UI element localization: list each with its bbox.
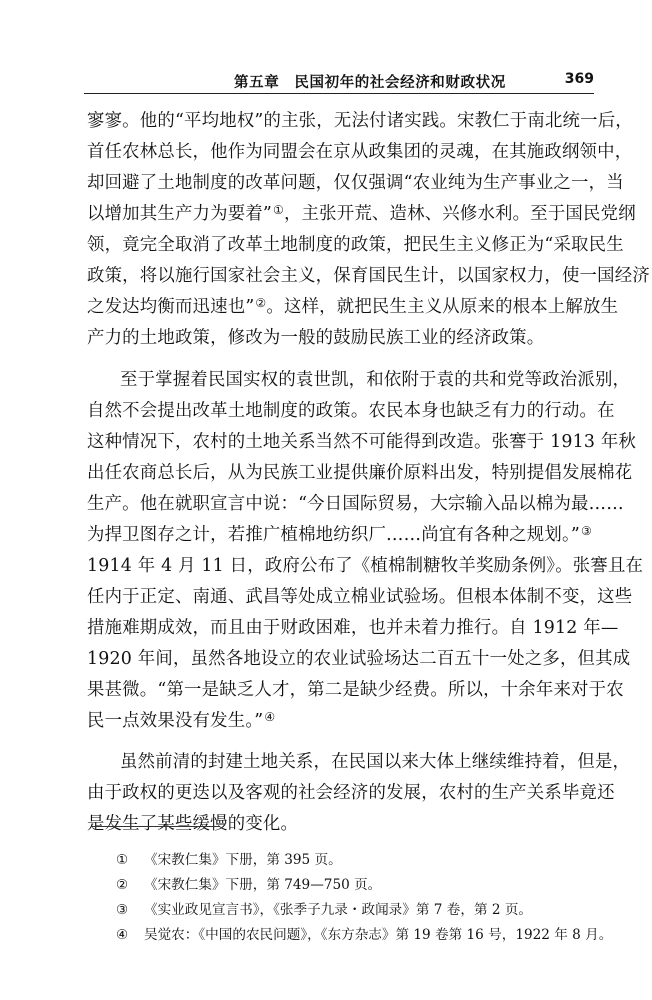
text-line xyxy=(87,489,624,514)
text-line xyxy=(87,520,592,545)
footnote-number: ④ xyxy=(116,927,129,943)
text-line xyxy=(87,427,636,452)
text-line xyxy=(87,613,618,638)
text-line xyxy=(87,809,298,834)
line-text: 之发达均衡而迅速也” xyxy=(87,297,255,317)
text-line xyxy=(87,199,636,224)
line-text: 却回避了土地制度的改革问题，仅仅强调“农业纯为生产事业之一，当 xyxy=(87,173,624,193)
footnote-reference[interactable]: ③ xyxy=(580,524,592,538)
footnote-text: 《实业政见宣言书》，《张季子九录・政闻录》第 7 卷，第 2 页。 xyxy=(144,902,533,918)
footnote-text: 《宋教仁集》下册，第 395 页。 xyxy=(144,852,342,868)
text-line xyxy=(87,261,650,286)
line-text: 民一点效果没有发生。” xyxy=(87,711,264,731)
footnote-reference[interactable]: ② xyxy=(255,296,267,310)
text-line xyxy=(120,365,630,390)
footnote xyxy=(116,898,532,918)
header-rule xyxy=(84,93,594,94)
page-number: 369 xyxy=(564,71,594,87)
line-text: 1914 年 4 月 11 日，政府公布了《植棉制糖牧羊奖励条例》。张謇且在 xyxy=(87,556,644,576)
line-text: 任内于正定、南通、武昌等处成立棉业试验场。但根本体制不变，这些 xyxy=(87,587,633,607)
text-line xyxy=(87,644,630,669)
line-text: 由于政权的更迭以及客观的社会经济的发展，农村的生产关系毕竟还 xyxy=(87,783,615,803)
text-line xyxy=(87,778,615,803)
line-text: 领，竟完全取消了改革土地制度的政策，把民生主义修正为“采取民生 xyxy=(87,235,624,255)
footnote-number: ② xyxy=(116,877,129,893)
text-line xyxy=(87,551,643,576)
footnote-text: 《宋教仁集》下册，第 749—750 页。 xyxy=(144,877,382,893)
line-text: 首任农林总长，他作为同盟会在京从政集团的灵魂，在其施政纲领中， xyxy=(87,142,633,162)
line-text: 生产。他在就职宣言中说：“今日国际贸易，大宗输入品以棉为最…… xyxy=(87,494,624,514)
footnote-number: ③ xyxy=(116,902,129,918)
text-line xyxy=(87,396,615,421)
line-text: 至于掌握着民国实权的袁世凯，和依附于袁的共和党等政治派别， xyxy=(120,370,631,390)
line-text: 政策，将以施行国家社会主义，保育国民生计，以国家权力，使一国经济 xyxy=(87,266,650,286)
line-text: 出任农商总长后，从为民族工业提供廉价原料出发，特别提倡发展棉花 xyxy=(87,463,633,483)
line-text: 寥寥。他的“平均地权”的主张，无法付诸实践。宋教仁于南北统一后， xyxy=(87,111,633,131)
line-text-continued: 。这样，就把民生主义从原来的根本上解放生 xyxy=(266,297,619,317)
line-text: 产力的土地政策，修改为一般的鼓励民族工业的经济政策。 xyxy=(87,328,545,348)
footnote-number: ① xyxy=(116,852,129,868)
line-text-continued: ，主张开荒、造林、兴修水利。至于国民党纲 xyxy=(283,204,636,224)
line-text: 这种情况下，农村的土地关系当然不可能得到改造。张謇于 1913 年秋 xyxy=(87,432,637,452)
footnote-reference[interactable]: ④ xyxy=(264,710,276,724)
footnote-text: 吴觉农：《中国的农民问题》，《东方杂志》第 19 卷第 16 号，1922 年 8 月。 xyxy=(144,927,613,943)
text-line xyxy=(87,137,632,162)
running-head xyxy=(84,68,594,94)
line-text: 自然不会提出改革土地制度的政策。农民本身也缺乏有力的行动。在 xyxy=(87,401,615,421)
text-line xyxy=(87,106,633,131)
line-text: 果甚微。“第一是缺乏人才，第二是缺少经费。所以，十余年来对于农 xyxy=(87,680,624,700)
text-line xyxy=(87,675,624,700)
text-line xyxy=(87,323,544,348)
line-text: 措施难期成效，而且由于财政困难，也并未着力推行。自 1912 年— xyxy=(87,618,619,638)
footnote xyxy=(116,873,381,893)
footnote-reference[interactable]: ① xyxy=(273,203,284,217)
line-text: 虽然前清的封建土地关系，在民国以来大体上继续维持着，但是， xyxy=(120,752,631,772)
chapter-title: 第五章 民国初年的社会经济和财政状况 xyxy=(234,75,506,91)
line-text: 以增加其生产力为要着” xyxy=(87,204,272,224)
footnote-separator xyxy=(92,826,220,827)
line-text: 1920 年间，虽然各地设立的农业试验场达二百五十一处之多，但其成 xyxy=(87,649,631,669)
text-line xyxy=(87,706,275,731)
text-line xyxy=(120,747,630,772)
line-text: 是发生了某些缓慢的变化。 xyxy=(87,814,299,834)
footnote xyxy=(116,923,612,943)
text-line xyxy=(87,458,632,483)
text-line xyxy=(87,292,618,317)
footnote xyxy=(116,848,342,868)
text-line xyxy=(87,230,624,255)
line-text: 为捍卫图存之计，若推广植棉地纺织厂……尚宜有各种之规划。” xyxy=(87,525,580,545)
text-line xyxy=(87,168,624,193)
text-line xyxy=(87,582,632,607)
